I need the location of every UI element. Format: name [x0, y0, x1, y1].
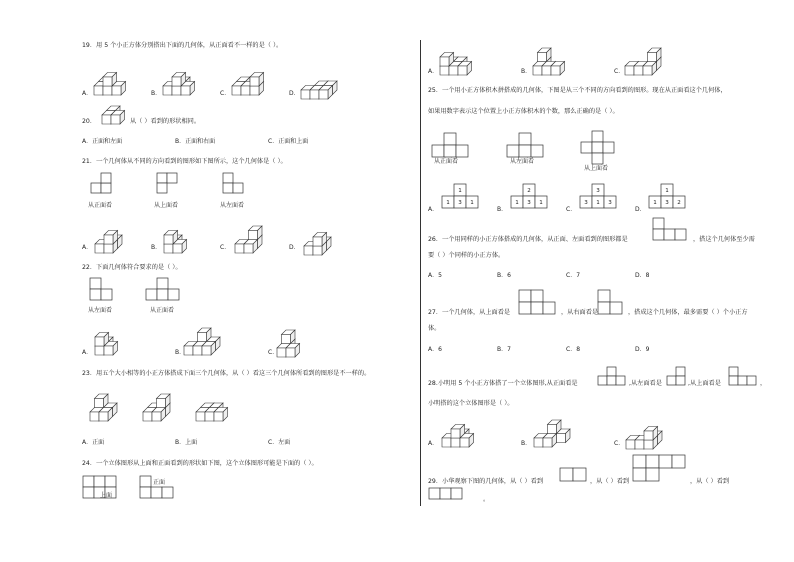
q21-view-front-label: 从正面看 [88, 202, 113, 209]
grid-count: 3 [596, 188, 600, 194]
grid-cell [531, 145, 543, 157]
grid-cell [223, 173, 233, 183]
grid-count: 3 [458, 200, 462, 206]
q25-opt-b: B． [497, 206, 508, 213]
grid-cell [531, 290, 543, 302]
q25-line2: 如果用数字表示这个位置上小正方体积木的个数，那么正确的是（ ）。 [428, 108, 619, 115]
grid-cell [543, 302, 555, 314]
q26-opt-b: B．6 [497, 272, 511, 279]
q21-figure-b [164, 218, 204, 254]
q29-part2: ，从（ ）看到 [590, 478, 630, 485]
grid-cell [83, 476, 94, 487]
grid-cell [429, 488, 440, 499]
q26-opt-d: D．8 [635, 272, 650, 279]
q20-opt-b: B．正面和右面 [175, 138, 216, 145]
column-divider [420, 40, 421, 506]
q24-figure-c [625, 40, 675, 76]
grid-cell [676, 367, 685, 376]
q21-figure-c [235, 218, 275, 254]
q22-view-left-grid [90, 278, 118, 306]
q22-opt-b: B． [175, 349, 186, 356]
q20-prefix: 20． [82, 118, 97, 125]
grid-cell [607, 376, 616, 385]
grid-count: 1 [458, 188, 462, 194]
q21-opt-b: B． [151, 244, 162, 251]
q25-opt-c: C． [566, 206, 577, 213]
q25-grid-c [580, 184, 618, 210]
q23-opt-a: A．正面 [82, 439, 105, 446]
q27-view-right-grid [598, 290, 626, 318]
q19-figure-a [94, 60, 139, 96]
grid-cell [162, 487, 173, 498]
q28-part2: ,从左面看是 [629, 380, 662, 387]
grid-cell [140, 487, 151, 498]
q22-text: 22．下面几何体符合要求的是（ ）。 [82, 264, 182, 271]
q25-grid-b [511, 184, 549, 210]
grid-cell [592, 142, 603, 153]
q23-figure-1 [90, 386, 134, 422]
grid-cell [581, 142, 592, 153]
q24-opt-b: B． [521, 68, 532, 75]
grid-cell [432, 145, 444, 157]
grid-cell [603, 142, 614, 153]
q27-part1: 27．一个几何体，从上面看是 [428, 309, 511, 316]
q25-grid-d [649, 184, 687, 210]
grid-cell [675, 229, 686, 240]
grid-cell [101, 289, 112, 300]
q28-line2: 小明搭的这个立体图形是（ ）。 [428, 400, 514, 407]
q23-figure-2 [143, 386, 187, 422]
q24-figure-b [533, 40, 583, 76]
grid-cell [101, 173, 111, 183]
q19-opt-d: D． [289, 90, 300, 97]
grid-cell [146, 289, 157, 300]
q21-view-left-grid [223, 173, 249, 199]
q27-view-top-grid [519, 290, 559, 318]
grid-cell [105, 476, 116, 487]
grid-cell [598, 302, 610, 314]
grid-cell [507, 145, 519, 157]
q22-opt-c: C． [268, 349, 279, 356]
grid-cell [573, 468, 586, 481]
grid-cell [607, 367, 616, 376]
q26-opt-a: A．5 [428, 272, 442, 279]
q26-opt-c: C．7 [566, 272, 581, 279]
q29-part3: ，从（ ）看到 [690, 478, 730, 485]
grid-cell [456, 145, 468, 157]
grid-cell [223, 183, 233, 193]
q25-grid-a [442, 184, 480, 210]
grid-count: 1 [539, 200, 543, 206]
grid-count: 1 [665, 188, 669, 194]
grid-count: 1 [470, 200, 474, 206]
grid-count: 1 [596, 200, 600, 206]
grid-count: 2 [677, 200, 681, 206]
q28-opt-c: C． [614, 440, 625, 447]
grid-cell [168, 289, 179, 300]
grid-cell [738, 376, 747, 385]
grid-cell [729, 376, 738, 385]
q24-opt-c: C． [614, 68, 625, 75]
q22-view-front-label: 从正面看 [150, 307, 175, 314]
grid-cell [444, 145, 456, 157]
grid-cell [592, 131, 603, 142]
q19-opt-c: C． [220, 90, 231, 97]
q25-view-left-label: 从左面看 [510, 158, 535, 165]
q28-figure-a [442, 418, 486, 448]
grid-cell [157, 289, 168, 300]
q28-part3: ,从上面看是 [688, 380, 721, 387]
q20-opt-a: A．正面和左面 [82, 138, 123, 145]
q28-view-top-grid [729, 367, 759, 387]
q22-view-front-grid [146, 278, 186, 306]
grid-cell [531, 302, 543, 314]
grid-cell [672, 455, 685, 468]
q26-view-grid [653, 218, 689, 244]
q24-text: 24．一个立体图形从上面和正面看到的形状如下图，这个立体图形可能是下面的（ ）。 [82, 460, 318, 467]
q21-figure-a [95, 218, 135, 254]
q27-opt-a: A．6 [428, 346, 442, 353]
q25-view-left-grid [507, 133, 547, 159]
grid-cell [140, 476, 151, 487]
q27-opt-b: B．7 [497, 346, 511, 353]
q28-part4: ， [760, 380, 767, 387]
grid-count: 1 [446, 200, 450, 206]
q21-text: 21．一个几何体从不同的方向看到的图形如下图所示，这个几何体是（ ）。 [82, 158, 287, 165]
grid-cell [667, 376, 676, 385]
grid-cell [653, 229, 664, 240]
grid-count: 3 [665, 200, 669, 206]
q27-part3: ，搭成这个几何体，最多需要（ ）个小正方 [628, 309, 748, 316]
q28-part1: 28.小明用 5 个小正方体搭了一个立体图形,从正面看是 [428, 380, 578, 387]
q19-figure-c [232, 60, 277, 96]
grid-cell [598, 376, 607, 385]
q28-figure-b [534, 418, 578, 448]
q22-opt-a: A． [82, 349, 93, 356]
q28-view-front-grid [598, 367, 628, 387]
grid-cell [646, 455, 659, 468]
grid-cell [233, 183, 243, 193]
q19-figure-d [301, 64, 346, 100]
q19-figure-b [163, 60, 208, 96]
grid-cell [157, 183, 167, 193]
grid-cell [598, 290, 610, 302]
grid-cell [633, 455, 646, 468]
q21-view-front-grid [91, 173, 117, 199]
q22-view-left-label: 从左面看 [88, 307, 113, 314]
grid-cell [83, 487, 94, 498]
q25-opt-a: A． [428, 206, 439, 213]
q21-opt-a: A． [82, 244, 93, 251]
grid-cell [659, 455, 672, 468]
q19-opt-a: A． [82, 90, 93, 97]
q22-figure-a [95, 320, 135, 356]
grid-cell [653, 218, 664, 229]
grid-cell [94, 476, 105, 487]
grid-cell [157, 278, 168, 289]
q28-opt-a: A． [428, 440, 439, 447]
q21-opt-c: C． [220, 244, 231, 251]
q26-line1a: 26．一个用同样的小正方体搭成的几何体，从正面、左面看到的图形都是 [428, 236, 628, 243]
q23-text: 23．用五个大小相等的小正方体搭成下面三个几何体，从（ ）看这三个几何体所看到的图形是不一样的。 [82, 370, 371, 377]
q23-opt-c: C．左面 [268, 439, 291, 446]
grid-count: 3 [527, 200, 531, 206]
grid-cell [157, 173, 167, 183]
q21-view-left-label: 从左面看 [220, 202, 245, 209]
q19-opt-b: B． [151, 90, 162, 97]
q21-view-top-label: 从上面看 [154, 202, 179, 209]
q20-opt-c: C．正面和上面 [268, 138, 309, 145]
grid-cell [151, 487, 162, 498]
q25-view-front-label: 从正面看 [434, 158, 459, 165]
q29-view-3-grid [429, 488, 465, 502]
q29-view-2-grid [633, 455, 689, 485]
q19-text: 19．用 5 个小正方体分别搭出下面的几何体，从正面看不一样的是（ ）。 [82, 42, 283, 49]
q27-opt-d: D．9 [635, 346, 650, 353]
grid-cell [444, 133, 456, 145]
q29-part1: 29．小华观察下图的几何体，从（ ）看到 [428, 478, 544, 485]
grid-cell [747, 376, 756, 385]
q25-view-top-grid [581, 131, 617, 167]
grid-count: 3 [584, 200, 588, 206]
grid-cell [592, 153, 603, 164]
q21-view-top-grid [157, 173, 183, 199]
grid-cell [519, 145, 531, 157]
grid-cell [646, 468, 659, 481]
q27-line2: 体。 [428, 325, 441, 332]
grid-count: 2 [527, 188, 531, 194]
grid-cell [729, 367, 738, 376]
q25-view-top-label: 从上面看 [584, 165, 609, 172]
grid-cell [560, 468, 573, 481]
q29-end: 。 [483, 496, 490, 503]
grid-count: 1 [653, 200, 657, 206]
grid-cell [519, 290, 531, 302]
q25-line1: 25．一个用小正方体积木拼搭成的几何体，下图是从三个不同的方向看到的图形。现在从正面看这个几何体， [428, 87, 727, 94]
q25-view-front-grid [432, 133, 472, 159]
q23-opt-b: B．上面 [175, 439, 198, 446]
grid-cell [676, 376, 685, 385]
grid-cell [664, 229, 675, 240]
q24-opt-a: A． [428, 68, 439, 75]
grid-count: 3 [608, 200, 612, 206]
q20-figure [102, 107, 124, 125]
q20-text: 从（ ）看到的形状相同。 [130, 118, 201, 125]
q25-opt-d: D． [635, 206, 646, 213]
q21-figure-d [304, 220, 344, 256]
grid-cell [91, 183, 101, 193]
q26-line1b: ，搭这个几何体至少需 [693, 236, 755, 243]
grid-cell [451, 488, 462, 499]
q27-part2: ，从右面看是 [561, 309, 599, 316]
q24-figure-a [440, 40, 490, 76]
grid-cell [519, 133, 531, 145]
grid-cell [616, 376, 625, 385]
q28-figure-c [626, 420, 670, 450]
q27-opt-c: C．8 [566, 346, 581, 353]
q22-figure-c [277, 322, 317, 358]
grid-cell [90, 289, 101, 300]
grid-cell [167, 173, 177, 183]
q28-view-left-grid [667, 367, 687, 387]
q24-view-front-label: 正面 [153, 479, 166, 486]
grid-cell [610, 302, 622, 314]
grid-cell [101, 183, 111, 193]
grid-cell [633, 468, 646, 481]
q26-line2: 要（ ）个同样的小正方体。 [428, 252, 505, 259]
q23-figure-3 [196, 386, 246, 422]
grid-cell [519, 302, 531, 314]
grid-count: 1 [515, 200, 519, 206]
grid-cell [90, 278, 101, 289]
q29-view-1-grid [560, 468, 588, 484]
q28-opt-b: B． [521, 440, 532, 447]
q21-opt-d: D． [289, 244, 300, 251]
grid-cell [440, 488, 451, 499]
q24-view-top-label: 上面 [100, 492, 113, 499]
q22-figure-b [184, 320, 234, 356]
